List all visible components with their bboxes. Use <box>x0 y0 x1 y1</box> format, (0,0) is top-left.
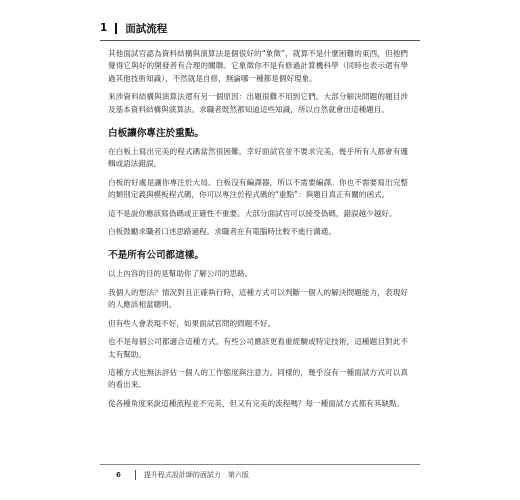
paragraph: 白板的好處是讓你專注於大局。白板沒有編譯器，所以不需要編譯。你也不需要寫出完整的類別定義與模板程式碼，你可以專注於程式碼的“重點”：與題目真正有關的函式。 <box>108 177 408 200</box>
running-header <box>100 18 420 38</box>
paragraph: 但有些人會表現不好，如果面試官問的問題不好。 <box>108 318 276 328</box>
paragraph: 從各種角度來說這種流程並不完美，但又有完美的流程嗎？每一種面試方式都有其缺點。 <box>108 398 405 408</box>
paragraph: 這不是說你應該寫偽碼或正確性不重要。大部分面試官可以接受偽碼，錯誤越少越好。 <box>108 208 397 218</box>
footer-separator <box>135 470 136 480</box>
page-body <box>108 48 408 416</box>
chapter-number: 1 <box>100 22 108 34</box>
section-heading: 白板讓你專注於重點。 <box>108 128 204 140</box>
header-rule <box>100 40 420 41</box>
book-title: 提升程式設計師的面試力 第六版 <box>143 471 249 479</box>
header-separator <box>115 23 117 34</box>
paragraph: 來涉資料結構與演算法還有另一個原因：出題很難不用到它們。大部分解決問題的題目涉及基本資料結構與演算法。求職者既然都知道這些知識，所以自然就會出這種題目。 <box>108 92 408 114</box>
footer-rule <box>100 464 420 465</box>
page-number: 6 <box>116 471 121 479</box>
paragraph: 以上內容的目的是幫助你了解公司的思路。 <box>108 269 253 279</box>
paragraph: 我個人的想法？情況對且正確執行時，這種方式可以判斷一個人的解決問題能力，表現好的人應該相當聰明。 <box>108 287 408 310</box>
paragraph: 白板鼓勵求職者口述思路過程。求職者在有電腦時比較不進行溝通。 <box>108 227 336 237</box>
running-footer <box>116 468 249 482</box>
paragraph: 其他面試官認為資料結構與演算法是個很好的“象徵”，就算不是什麼困難的東西，但他們覺得它與好的開發者有合理的關聯。它象徵你不是有修過計算機科學（同時也表示還有學過其他技術知識），不然就是自修，無論哪一種都是個好現象。 <box>108 49 408 83</box>
paragraph: 這種方式也無法評估一個人的工作態度與注意力。同樣的，幾乎沒有一種面試方式可以真的看出來。 <box>108 367 408 390</box>
section-heading: 不是所有公司都這樣。 <box>108 250 204 262</box>
paragraph: 也不是每個公司都適合這種方式。有些公司應該更看重經驗或特定技術，這種題目對此不太有幫助。 <box>108 337 408 359</box>
paragraph: 在白板上寫出完美的程式碼當然很困難。幸好面試官並不要求完美，幾乎所有人都會有邏輯或語法錯誤。 <box>108 147 408 169</box>
chapter-title: 面試流程 <box>125 22 168 35</box>
